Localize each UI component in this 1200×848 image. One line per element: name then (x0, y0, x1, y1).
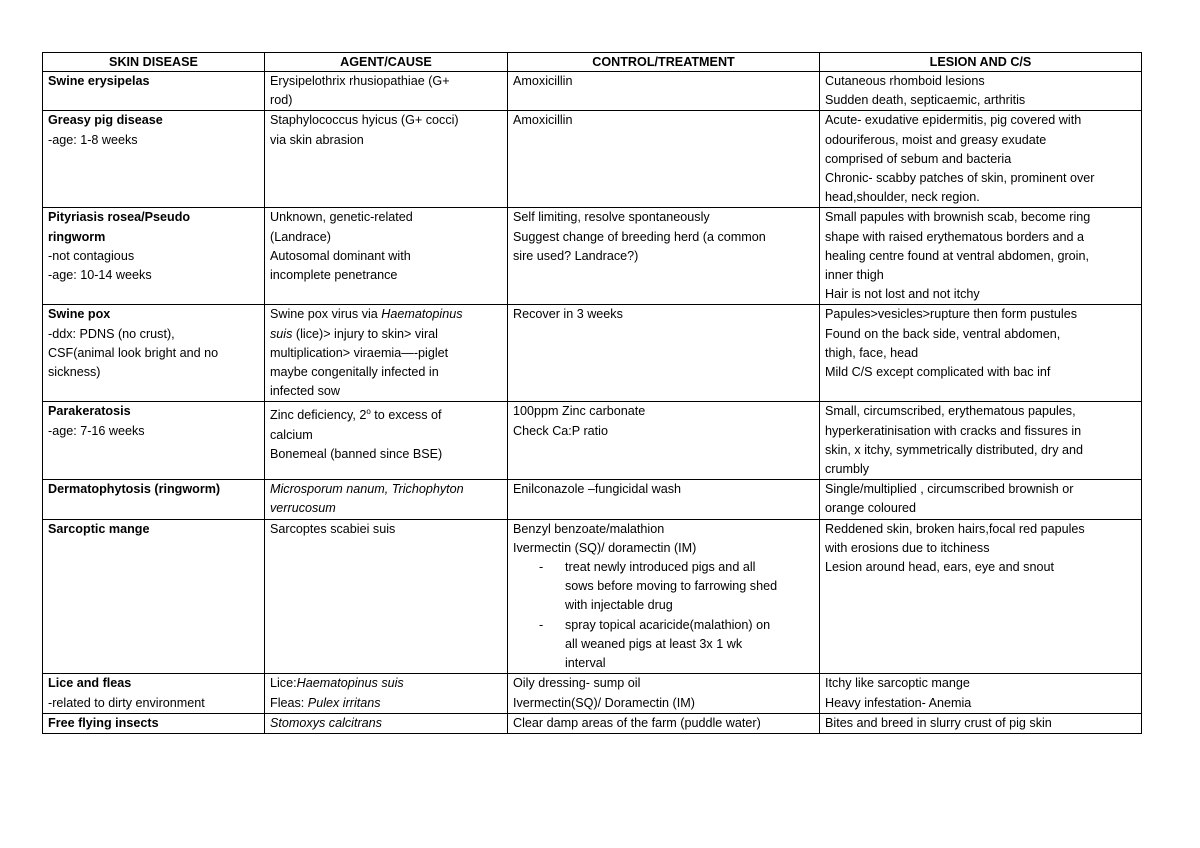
agent-line: (Landrace) (270, 229, 331, 244)
lesion-cell (820, 519, 1142, 674)
table-row (43, 111, 1142, 208)
disease-name: Free flying insects (48, 715, 159, 730)
disease-cell (43, 519, 265, 674)
treatment-line: Ivermectin (SQ)/ doramectin (IM) (513, 540, 697, 555)
treatment-cell (508, 305, 820, 402)
agent-text: Fleas: (270, 695, 308, 710)
header-skin-disease: SKIN DISEASE (43, 53, 265, 72)
lesion-line: Papules>vesicles>rupture then form pustules (825, 307, 1078, 322)
lesion-line: crumbly (825, 462, 870, 477)
bullet-line: all weaned pigs at least 3x 1 wk (565, 636, 743, 651)
lesion-line: hyperkeratinisation with cracks and fissures in (825, 423, 1082, 438)
agent-species: Haematopinus suis (296, 676, 404, 691)
lesion-line: Itchy like sarcoptic mange (825, 676, 970, 691)
agent-line: infected sow (270, 384, 341, 399)
disease-name: ringworm (48, 229, 106, 244)
treatment-line: Amoxicillin (513, 74, 573, 88)
treatment-line: Recover in 3 weeks (513, 307, 623, 322)
treatment-line: Enilconazole –fungicidal wash (513, 482, 682, 497)
agent-line: rod) (270, 93, 293, 108)
lesion-cell (820, 713, 1142, 733)
treatment-cell (508, 72, 820, 111)
agent-cell (265, 674, 508, 713)
disease-note: -not contagious (48, 248, 135, 263)
lesion-cell (820, 674, 1142, 713)
lesion-line: Chronic- scabby patches of skin, prominent over (825, 171, 1095, 186)
agent-species: verrucosum (270, 501, 336, 516)
disease-name: Swine erysipelas (48, 74, 150, 88)
lesion-line: thigh, face, head (825, 345, 919, 360)
treatment-cell (508, 208, 820, 305)
disease-cell (43, 402, 265, 480)
bullet-line: sows before moving to farrowing shed (565, 579, 778, 594)
treatment-cell (508, 480, 820, 519)
disease-cell (43, 674, 265, 713)
lesion-line: Sudden death, septicaemic, arthritis (825, 93, 1026, 108)
disease-name: Sarcoptic mange (48, 521, 150, 536)
agent-cell (265, 402, 508, 480)
lesion-line: Heavy infestation- Anemia (825, 695, 972, 710)
agent-line: Unknown, genetic-related (270, 210, 413, 225)
lesion-line: Small papules with brownish scab, become ring (825, 210, 1091, 225)
treatment-line: Suggest change of breeding herd (a common (513, 229, 766, 244)
agent-cell (265, 111, 508, 208)
header-row (43, 53, 1142, 72)
lesion-line: Acute- exudative epidermitis, pig covered with (825, 113, 1082, 128)
treatment-line: sire used? Landrace?) (513, 248, 639, 263)
skin-disease-table (42, 52, 1142, 734)
agent-text: to excess of (370, 408, 442, 423)
agent-text: Swine pox virus via (270, 307, 382, 322)
treatment-cell (508, 111, 820, 208)
lesion-line: Reddened skin, broken hairs,focal red papules (825, 521, 1085, 536)
lesion-cell (820, 72, 1142, 111)
table-row (43, 480, 1142, 519)
disease-name: Parakeratosis (48, 404, 131, 419)
agent-text: (lice)> injury to skin> viral (292, 326, 438, 341)
treatment-line: Oily dressing- sump oil (513, 676, 641, 691)
bullet-line: interval (565, 656, 606, 671)
treatment-line: Ivermectin(SQ)/ Doramectin (IM) (513, 695, 695, 710)
treatment-line: Amoxicillin (513, 113, 573, 128)
lesion-cell (820, 208, 1142, 305)
bullet-line: - spray topical acaricide(malathion) on (565, 617, 771, 632)
disease-name: Pityriasis rosea/Pseudo (48, 210, 191, 225)
agent-cell (265, 480, 508, 519)
agent-text: Lice: (270, 676, 297, 691)
lesion-line: comprised of sebum and bacteria (825, 151, 1012, 166)
lesion-line: Hair is not lost and not itchy (825, 287, 980, 302)
agent-line: multiplication> viraemia—-piglet (270, 345, 449, 360)
lesion-cell (820, 111, 1142, 208)
lesion-line: Mild C/S except complicated with bac inf (825, 365, 1051, 380)
lesion-cell (820, 402, 1142, 480)
table-row (43, 402, 1142, 480)
disease-cell (43, 305, 265, 402)
agent-line (270, 325, 502, 344)
disease-cell (43, 111, 265, 208)
agent-line: incomplete penetrance (270, 268, 398, 283)
agent-cell (265, 208, 508, 305)
lesion-line: Lesion around head, ears, eye and snout (825, 560, 1054, 575)
disease-note: -age: 10-14 weeks (48, 268, 152, 283)
treatment-line: Benzyl benzoate/malathion (513, 521, 665, 536)
table-row (43, 713, 1142, 733)
table-row (43, 305, 1142, 402)
agent-line: Erysipelothrix rhusiopathiae (G+ (270, 74, 450, 88)
lesion-line: with erosions due to itchiness (825, 540, 990, 555)
lesion-line: shape with raised erythematous borders and a (825, 229, 1085, 244)
treatment-line: Clear damp areas of the farm (puddle water) (513, 715, 761, 730)
agent-line: calcium (270, 427, 313, 442)
header-lesion-cs: LESION AND C/S (820, 53, 1142, 72)
disease-note: -ddx: PDNS (no crust), (48, 326, 175, 341)
agent-line: via skin abrasion (270, 132, 364, 147)
lesion-line: skin, x itchy, symmetrically distributed, dry and (825, 442, 1084, 457)
lesion-line: head,shoulder, neck region. (825, 190, 980, 205)
lesion-line: odouriferous, moist and greasy exudate (825, 132, 1047, 147)
agent-species: Pulex irritans (307, 695, 381, 710)
lesion-cell (820, 305, 1142, 402)
lesion-line: Small, circumscribed, erythematous papules, (825, 404, 1076, 419)
agent-line (270, 305, 502, 324)
treatment-cell (508, 674, 820, 713)
lesion-line: inner thigh (825, 268, 884, 283)
disease-note: sickness) (48, 365, 101, 380)
agent-line: Autosomal dominant with (270, 248, 411, 263)
lesion-line: healing centre found at ventral abdomen, groin, (825, 248, 1089, 263)
lesion-line: Bites and breed in slurry crust of pig skin (825, 715, 1052, 730)
agent-line: Bonemeal (banned since BSE) (270, 447, 443, 462)
treatment-cell (508, 519, 820, 674)
lesion-line: Found on the back side, ventral abdomen, (825, 326, 1061, 341)
treatment-line: 100ppm Zinc carbonate (513, 404, 646, 419)
agent-line: Sarcoptes scabiei suis (270, 521, 396, 536)
agent-species: Stomoxys calcitrans (270, 715, 382, 730)
disease-note: -age: 7-16 weeks (48, 423, 145, 438)
agent-species: Microsporum nanum, Trichophyton (270, 482, 464, 497)
treatment-bullet-list (513, 558, 814, 673)
agent-species: suis (270, 326, 293, 341)
disease-name: Greasy pig disease (48, 113, 163, 128)
table-row (43, 208, 1142, 305)
agent-line (270, 402, 502, 425)
disease-name: Dermatophytosis (ringworm) (48, 482, 221, 497)
bullet-line: with injectable drug (565, 598, 673, 613)
treatment-line: Self limiting, resolve spontaneously (513, 210, 710, 225)
disease-cell (43, 480, 265, 519)
treatment-cell (508, 402, 820, 480)
disease-note: CSF(animal look bright and no (48, 345, 219, 360)
lesion-cell (820, 480, 1142, 519)
disease-cell (43, 208, 265, 305)
table-row (43, 674, 1142, 713)
agent-species: Haematopinus (381, 307, 463, 322)
disease-cell (43, 713, 265, 733)
lesion-line: Cutaneous rhomboid lesions (825, 74, 985, 88)
disease-note: -age: 1-8 weeks (48, 132, 138, 147)
degree-superscript: o (366, 407, 371, 417)
disease-name: Lice and fleas (48, 676, 132, 691)
table-row (43, 72, 1142, 111)
agent-cell (265, 519, 508, 674)
disease-name: Swine pox (48, 307, 111, 322)
agent-line (270, 674, 502, 693)
agent-cell (265, 713, 508, 733)
agent-cell (265, 305, 508, 402)
disease-cell (43, 72, 265, 111)
treatment-line: Check Ca:P ratio (513, 423, 608, 438)
agent-line: maybe congenitally infected in (270, 365, 439, 380)
disease-note: -related to dirty environment (48, 695, 205, 710)
lesion-line: orange coloured (825, 501, 917, 516)
agent-text: Zinc deficiency, 2 (270, 408, 367, 423)
table-row (43, 519, 1142, 674)
treatment-bullet (565, 616, 814, 674)
bullet-line: - treat newly introduced pigs and all (565, 560, 756, 575)
agent-line: Staphylococcus hyicus (G+ cocci) (270, 113, 459, 128)
header-agent-cause: AGENT/CAUSE (265, 53, 508, 72)
header-control-treatment: CONTROL/TREATMENT (508, 53, 820, 72)
agent-cell (265, 72, 508, 111)
treatment-bullet (565, 558, 814, 616)
lesion-line: Single/multiplied , circumscribed brownish or (825, 482, 1074, 497)
treatment-cell (508, 713, 820, 733)
agent-line (270, 694, 502, 713)
